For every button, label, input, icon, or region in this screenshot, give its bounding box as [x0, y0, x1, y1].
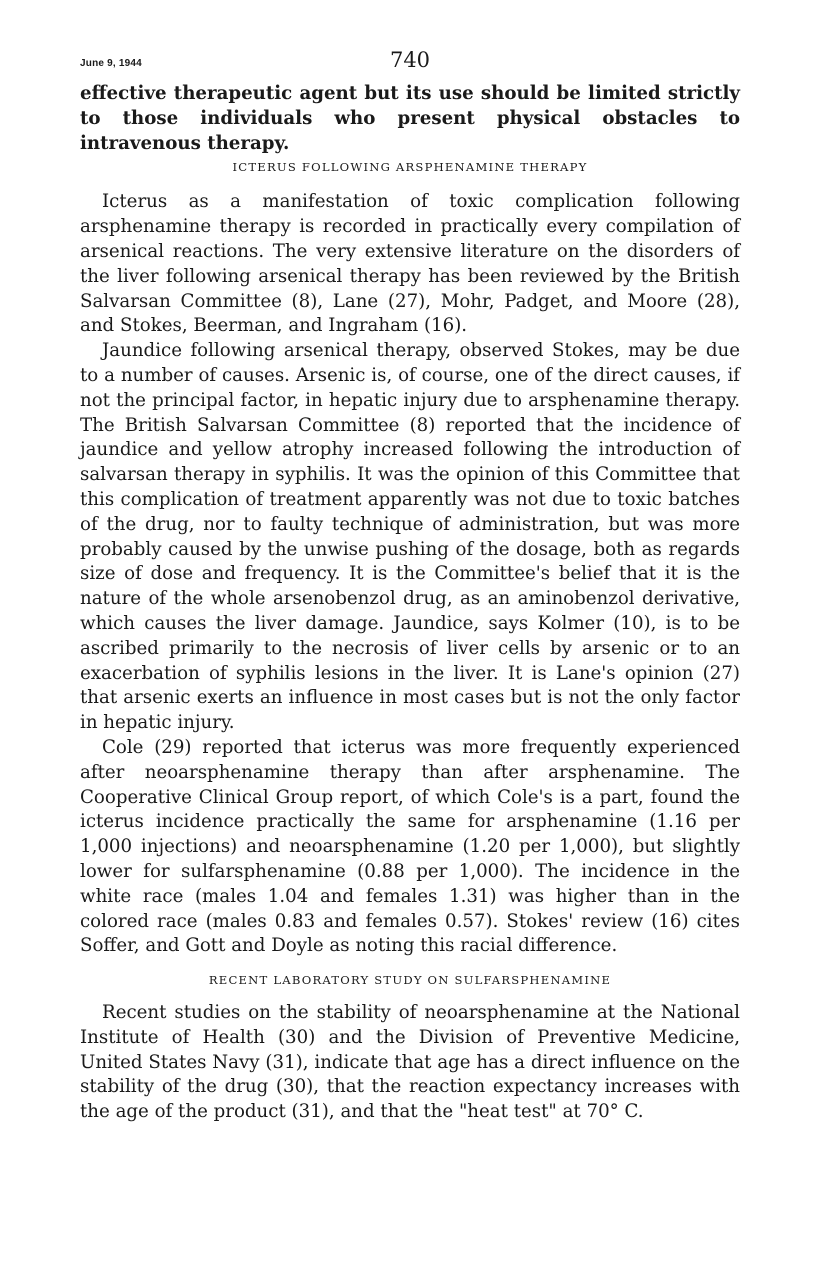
paragraph-icterus-intro: Icterus as a manifestation of toxic complication following arsphenamine therapy is recorded in practically every compilation of arsenical reactions. The very extensive literature on the disorders of the liver following arsenical therapy has been reviewed by the British Salvarsan Committee (8), Lane (27), Mohr, Padget, and Moore (28), and Stokes, Beerman, and Ingraham (16).	[80, 191, 740, 337]
section-heading-icterus: ICTERUS FOLLOWING ARSPHENAMINE THERAPY	[232, 160, 588, 175]
section-heading-recent-study: RECENT LABORATORY STUDY ON SULFARSPHENAMINE	[208, 973, 612, 988]
continued-paragraph: effective therapeutic agent but its use should be limited strictly to those individuals who present physical obstacles to intravenous therapy.	[80, 83, 740, 154]
header-date: June 9, 1944	[80, 58, 142, 69]
document-page	[80, 48, 740, 1125]
page-number: 740	[389, 48, 431, 72]
paragraph-cole-report: Cole (29) reported that icterus was more frequently experienced after neoarsphenamine therapy than after arsphenamine. The Cooperative Clinical Group report, of which Cole's is a part, found the icterus incidence practically the same for arsphenamine (1.16 per 1,000 injections) and neoarsphenamine (1.20 per 1,000), but slightly lower for sulfarsphenamine (0.88 per 1,000). The incidence in the white race (males 1.04 and females 1.31) was higher than in the colored race (males 0.83 and females 0.57). Stokes' review (16) cites Soffer, and Gott and Doyle as noting this racial difference.	[80, 736, 740, 957]
paragraph-jaundice-causes: Jaundice following arsenical therapy, observed Stokes, may be due to a number of causes. Arsenic is, of course, one of the direct causes, if not the principal factor, in hepatic injury due to arsphenamine therapy. The British Salvarsan Committee (8) reported that the incidence of jaundice and yellow atrophy increased following the introduction of salvarsan therapy in syphilis. It was the opinion of this Committee that this complication of treatment apparently was not due to toxic batches of the drug, nor to faulty technique of administration, but was more probably caused by the unwise pushing of the dosage, both as regards size of dose and frequency. It is the Committee's belief that it is the nature of the whole arsenobenzol drug, as an aminobenzol derivative, which causes the liver damage. Jaundice, says Kolmer (10), is to be ascribed primarily to the necrosis of liver cells by arsenic or to an exacerbation of syphilis lesions in the liver. It is Lane's opinion (27) that arsenic exerts an influence in most cases but is not the only factor in hepatic injury.	[80, 340, 740, 734]
page-header	[80, 48, 740, 82]
paragraph-recent-studies: Recent studies on the stability of neoarsphenamine at the National Institute of Health (30) and the Division of Preventive Medicine, United States Navy (31), indicate that age has a direct influence on the stability of the drug (30), that the reaction expectancy increases with the age of the product (31), and that the "heat test" at 70° C.	[80, 1002, 740, 1123]
